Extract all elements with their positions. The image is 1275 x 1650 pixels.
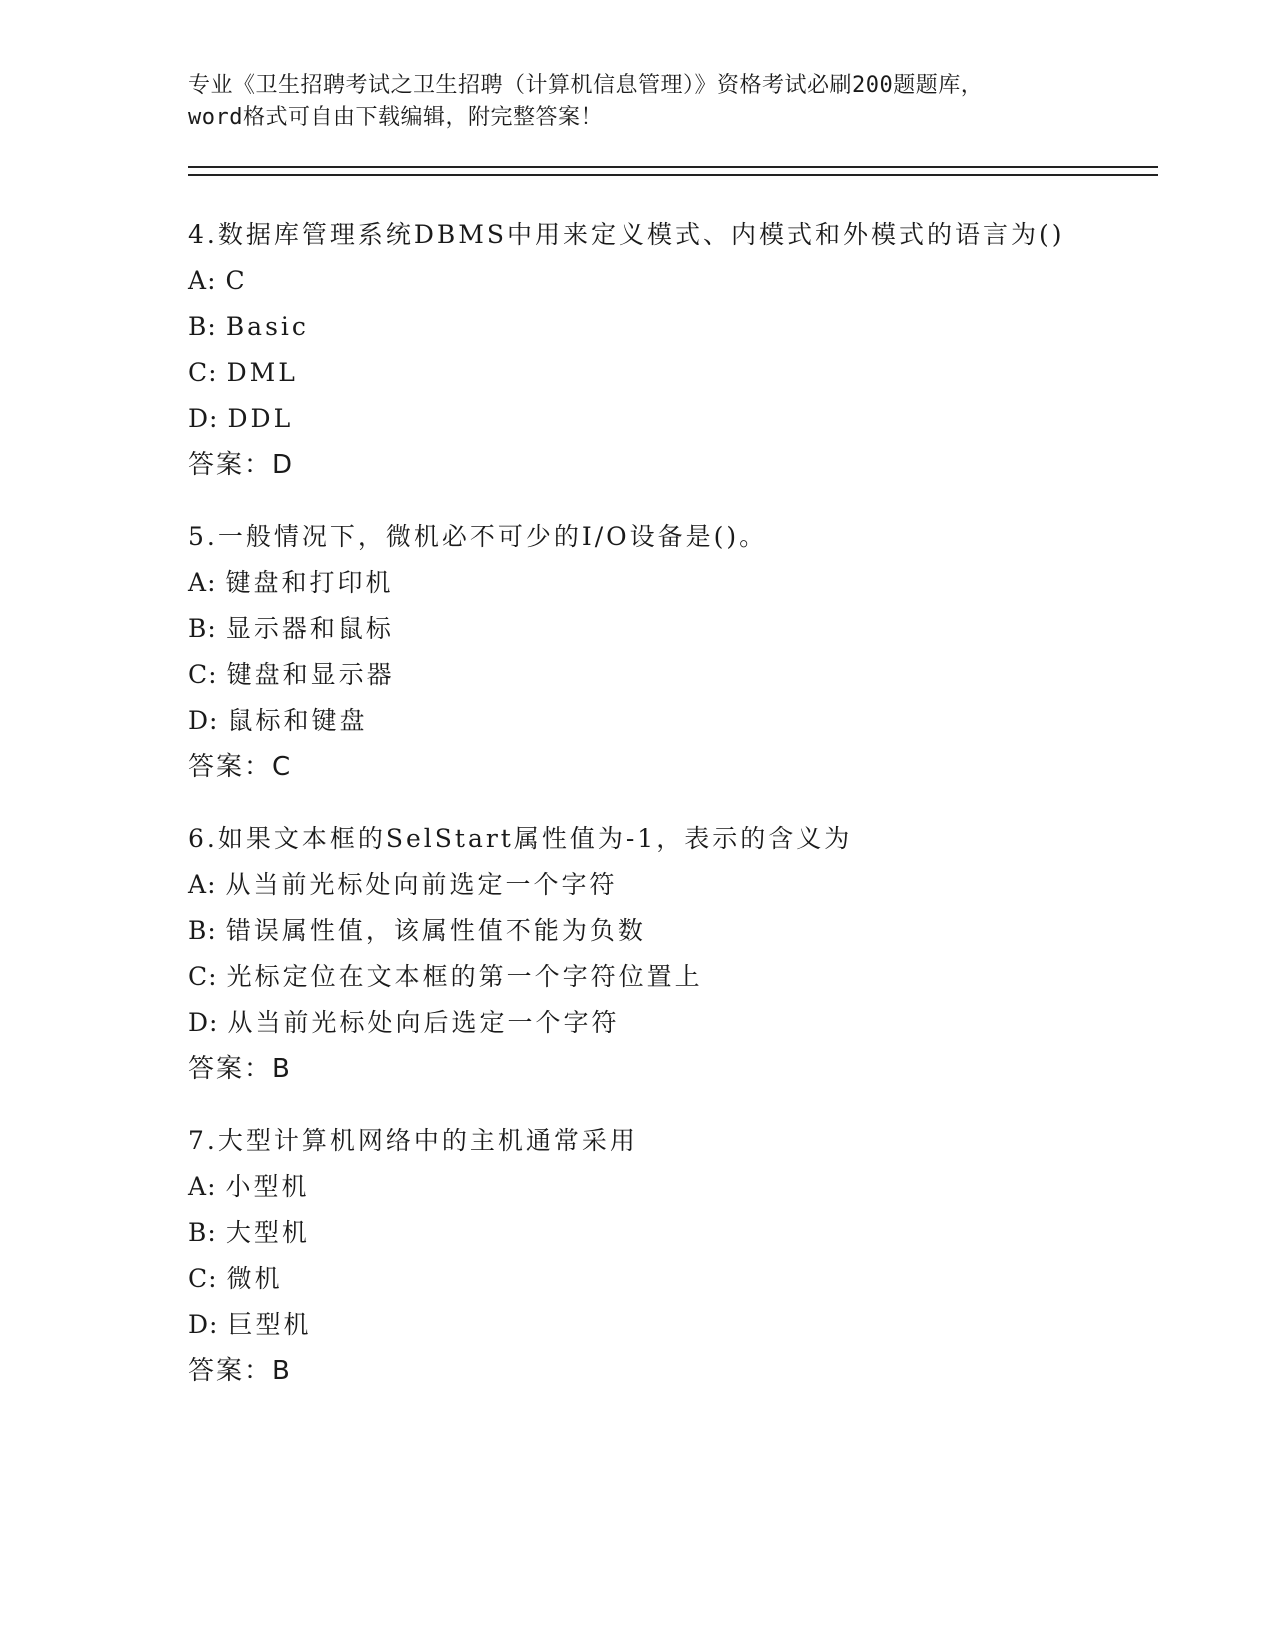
option-letter: A bbox=[188, 568, 208, 597]
answer-line: 答案：C bbox=[188, 752, 293, 782]
option-separator: : bbox=[207, 312, 216, 341]
option-separator: : bbox=[207, 870, 216, 899]
question-5 bbox=[188, 522, 1158, 782]
option-letter: A bbox=[188, 870, 208, 899]
option-separator: : bbox=[207, 568, 216, 597]
question-6 bbox=[188, 824, 1158, 1084]
option-c bbox=[188, 660, 1158, 690]
option-separator: : bbox=[209, 1008, 218, 1037]
option-text: 光标定位在文本框的第一个字符位置上 bbox=[226, 962, 703, 991]
option-d bbox=[188, 706, 1158, 736]
option-a bbox=[188, 870, 1158, 900]
double-rule-divider bbox=[188, 166, 1158, 176]
option-separator: : bbox=[209, 1310, 218, 1339]
option-separator: : bbox=[207, 916, 216, 945]
option-letter: B bbox=[188, 614, 208, 643]
option-text: 从当前光标处向后选定一个字符 bbox=[227, 1008, 620, 1037]
option-text: 键盘和显示器 bbox=[226, 660, 395, 689]
option-separator: : bbox=[208, 660, 217, 689]
option-text: DML bbox=[226, 358, 298, 387]
option-b bbox=[188, 614, 1158, 644]
option-separator: : bbox=[207, 1172, 216, 1201]
answer-line: 答案：D bbox=[188, 450, 295, 480]
option-c bbox=[188, 962, 1158, 992]
option-text: Basic bbox=[225, 312, 309, 341]
option-a bbox=[188, 568, 1158, 598]
option-text: 大型机 bbox=[225, 1218, 310, 1247]
option-text: 巨型机 bbox=[227, 1310, 312, 1339]
option-text: 小型机 bbox=[225, 1172, 310, 1201]
option-letter: A bbox=[188, 266, 208, 295]
question-text: 5.一般情况下，微机必不可少的I/O设备是()。 bbox=[188, 522, 768, 551]
option-separator: : bbox=[208, 1264, 217, 1293]
option-separator: : bbox=[207, 614, 216, 643]
option-a bbox=[188, 266, 1158, 296]
document-page bbox=[188, 70, 1158, 1428]
option-letter: C bbox=[188, 358, 209, 387]
option-c bbox=[188, 358, 1158, 388]
question-text: 7.大型计算机网络中的主机通常采用 bbox=[188, 1126, 638, 1155]
question-text: 6.如果文本框的SelStart属性值为-1，表示的含义为 bbox=[188, 824, 853, 853]
option-c bbox=[188, 1264, 1158, 1294]
header-line-1: 专业《卫生招聘考试之卫生招聘（计算机信息管理）》资格考试必刷200题题库， bbox=[188, 73, 984, 98]
option-text: 错误属性值，该属性值不能为负数 bbox=[225, 916, 646, 945]
option-d bbox=[188, 1008, 1158, 1038]
option-letter: C bbox=[188, 660, 209, 689]
option-text: 微机 bbox=[226, 1264, 283, 1293]
option-letter: B bbox=[188, 1218, 208, 1247]
option-separator: : bbox=[207, 266, 216, 295]
answer-line: 答案：B bbox=[188, 1356, 292, 1386]
option-a bbox=[188, 1172, 1158, 1202]
option-text: 从当前光标处向前选定一个字符 bbox=[225, 870, 618, 899]
option-separator: : bbox=[209, 404, 218, 433]
option-b bbox=[188, 916, 1158, 946]
option-letter: D bbox=[188, 404, 210, 433]
option-text: 鼠标和键盘 bbox=[227, 706, 368, 735]
option-separator: : bbox=[207, 1218, 216, 1247]
option-letter: C bbox=[188, 962, 209, 991]
option-d bbox=[188, 1310, 1158, 1340]
option-b bbox=[188, 312, 1158, 342]
option-letter: C bbox=[188, 1264, 209, 1293]
option-d bbox=[188, 404, 1158, 434]
option-letter: D bbox=[188, 706, 210, 735]
option-letter: B bbox=[188, 916, 208, 945]
option-letter: A bbox=[188, 1172, 208, 1201]
option-separator: : bbox=[208, 962, 217, 991]
option-text: 键盘和打印机 bbox=[225, 568, 394, 597]
option-text: 显示器和鼠标 bbox=[225, 614, 394, 643]
option-letter: D bbox=[188, 1008, 210, 1037]
option-b bbox=[188, 1218, 1158, 1248]
header-line-2: word格式可自由下载编辑，附完整答案！ bbox=[188, 105, 603, 130]
option-text: DDL bbox=[227, 404, 294, 433]
option-letter: D bbox=[188, 1310, 210, 1339]
question-list bbox=[188, 220, 1158, 1386]
option-letter: B bbox=[188, 312, 208, 341]
question-text: 4.数据库管理系统DBMS中用来定义模式、内模式和外模式的语言为() bbox=[188, 220, 1065, 249]
question-7 bbox=[188, 1126, 1158, 1386]
option-separator: : bbox=[209, 706, 218, 735]
answer-line: 答案：B bbox=[188, 1054, 292, 1084]
question-4 bbox=[188, 220, 1158, 480]
option-text: C bbox=[225, 266, 248, 295]
option-separator: : bbox=[208, 358, 217, 387]
